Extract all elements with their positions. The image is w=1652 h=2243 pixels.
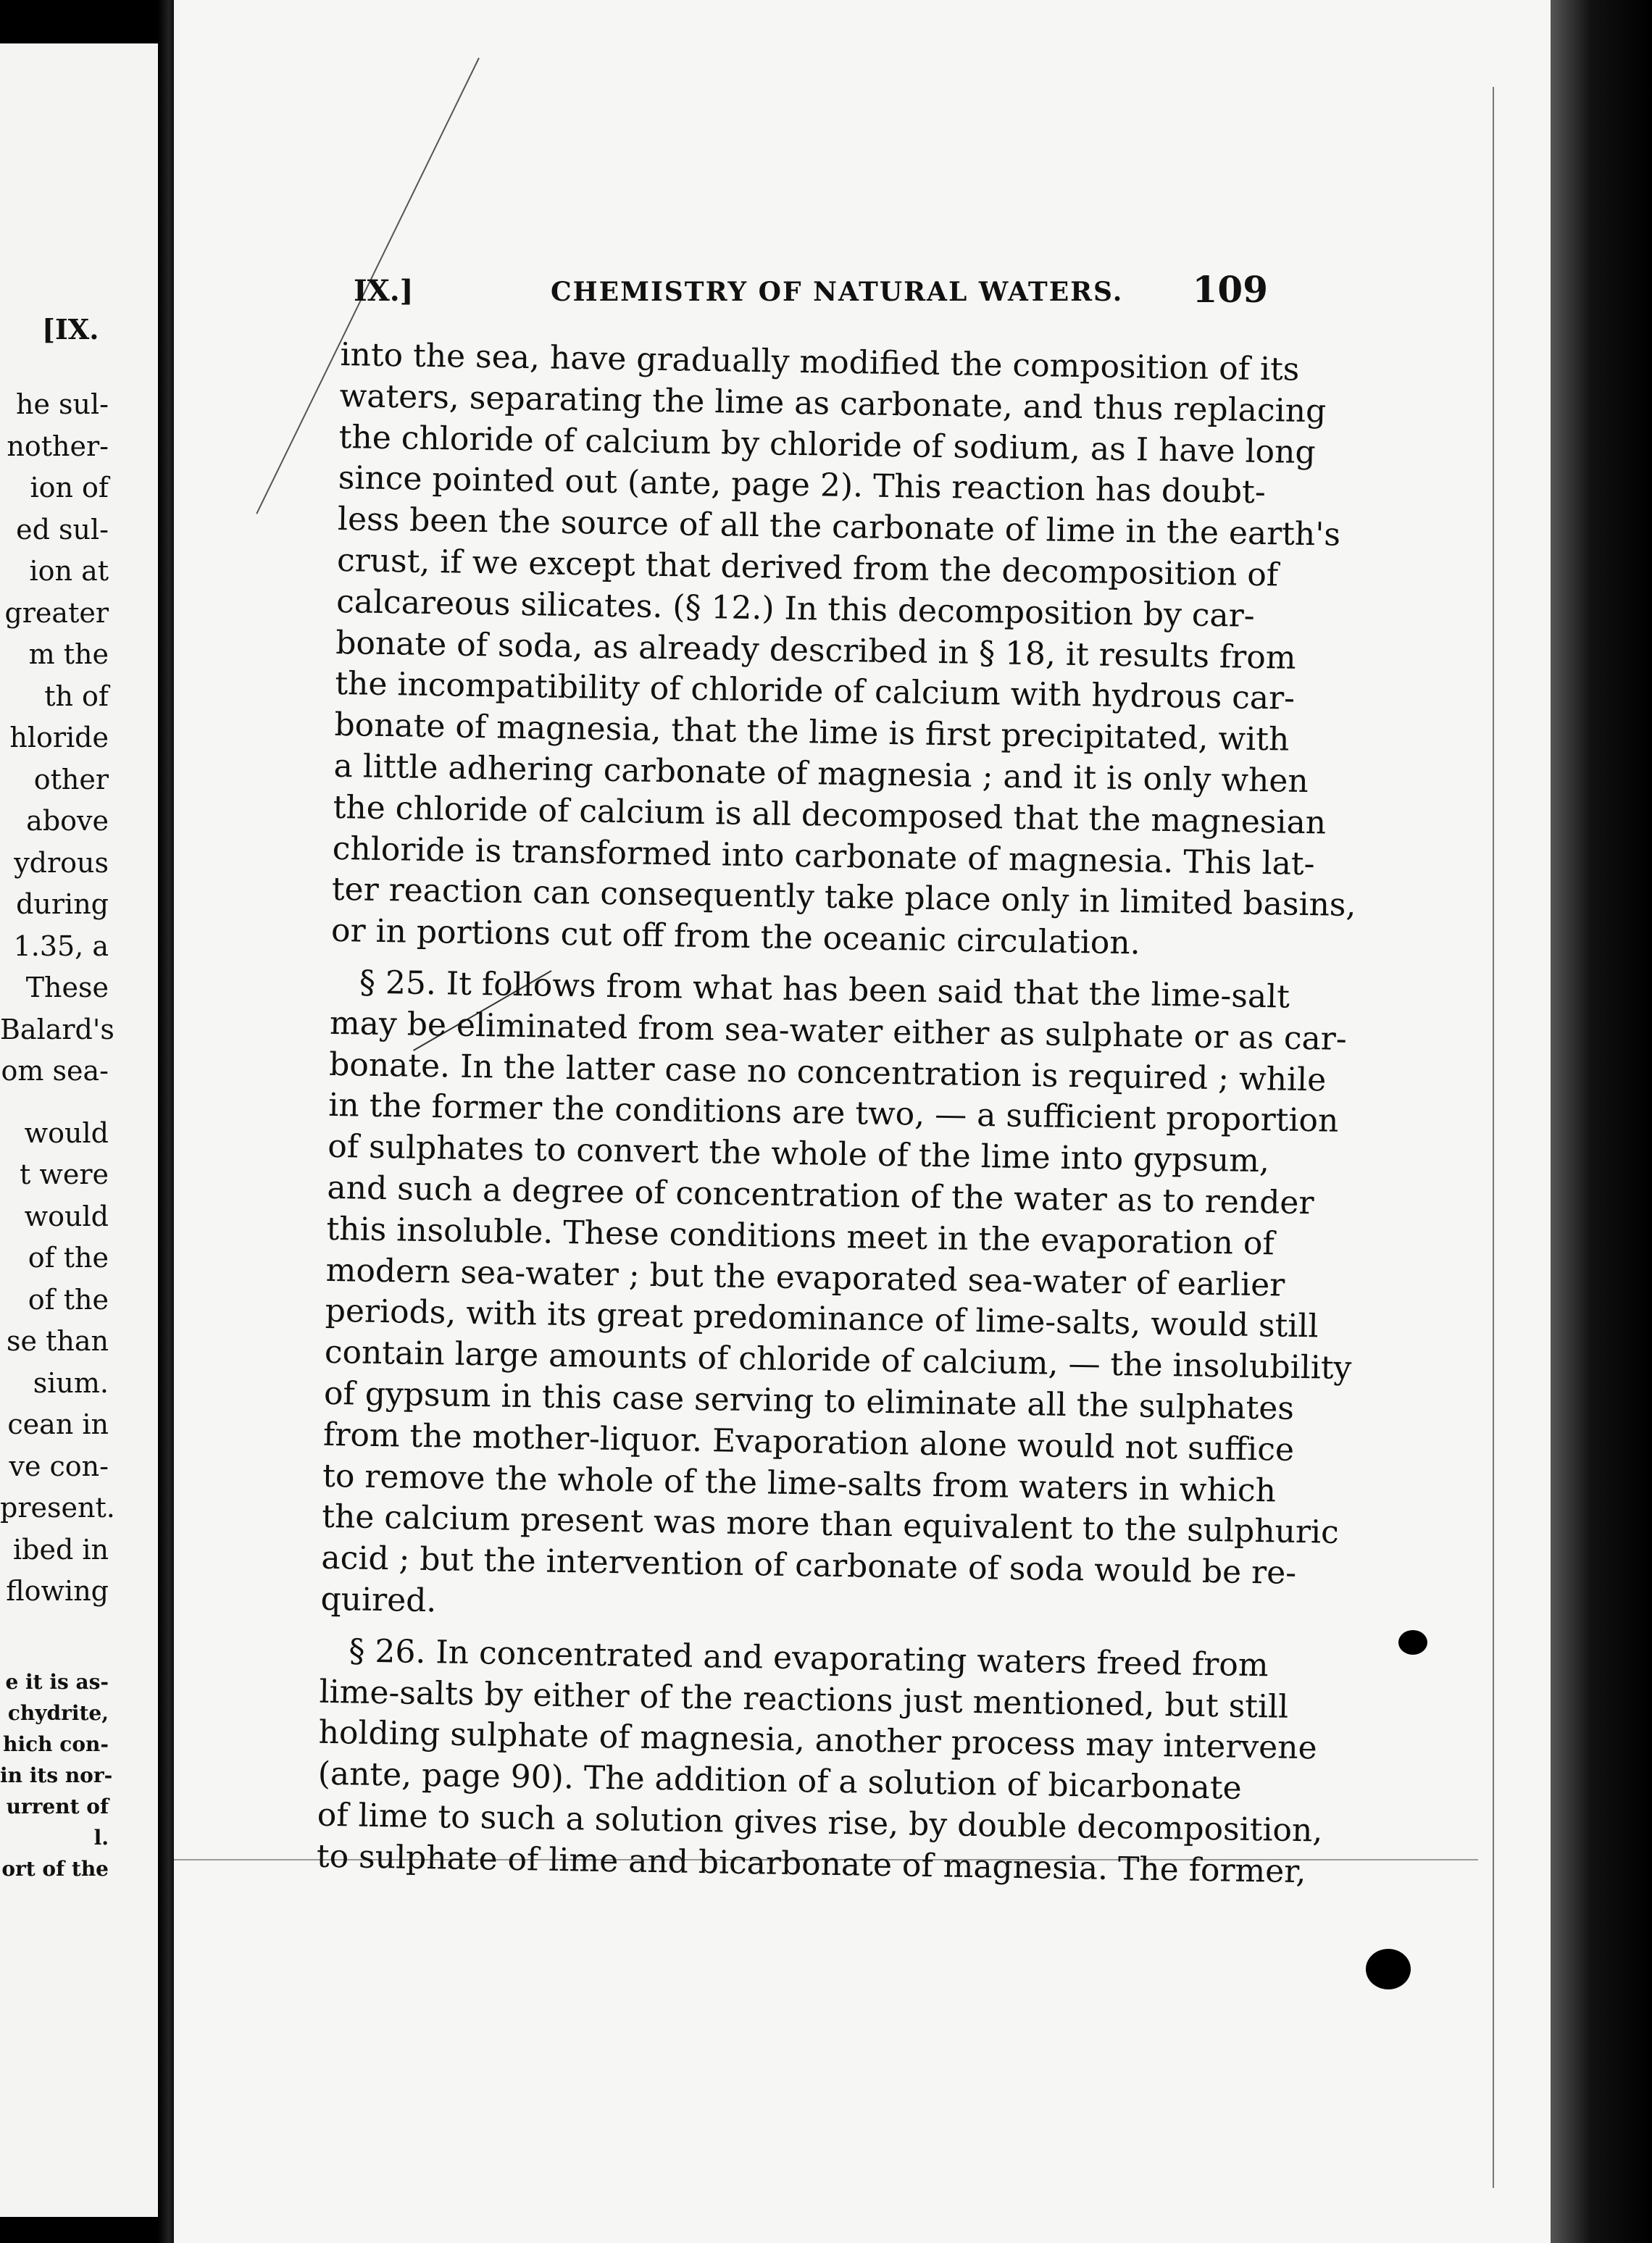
text-line: the calcium present was more than equivalent to the sulphuric — [321, 1498, 1340, 1552]
text-line: periods, with its great predominance of lime-salts, would still — [325, 1292, 1319, 1345]
left-footnote-line: urrent of — [6, 1795, 109, 1818]
left-text-line: above — [26, 805, 109, 837]
left-text-line: flowing — [6, 1575, 109, 1607]
text-line: lime-salts by either of the reactions just mentioned, but still — [319, 1673, 1289, 1726]
text-line: from the mother-liquor. Evaporation alone would not suffice — [322, 1416, 1295, 1469]
text-line: quired. — [320, 1580, 437, 1620]
text-line: calcareous silicates. (§ 12.) In this decomposition by car- — [335, 582, 1256, 635]
text-line: the chloride of calcium is all decomposed that the magnesian — [333, 788, 1327, 842]
text-line: into the sea, have gradually modified the composition of its — [340, 335, 1300, 388]
text-line: since pointed out (ante, page 2). This reaction has doubt- — [338, 459, 1267, 511]
text-line: modern sea-water ; but the evaporated sea-water of earlier — [325, 1251, 1285, 1304]
text-line: the chloride of calcium by chloride of sodium, as I have long — [338, 418, 1317, 471]
text-line: of lime to such a solution gives rise, by double decomposition, — [317, 1796, 1323, 1850]
left-text-line: se than — [7, 1325, 109, 1357]
left-page — [0, 43, 159, 2217]
ink-blot — [1366, 1949, 1411, 1989]
left-text-line: ed sul- — [16, 513, 109, 546]
page-edge-shadow — [1551, 0, 1652, 2243]
left-text-line: cean in — [7, 1408, 109, 1440]
left-footnote-line: e it is as- — [5, 1670, 109, 1694]
text-line: contain large amounts of chloride of calcium, — the insolubility — [324, 1333, 1352, 1387]
left-text-line: nother- — [7, 430, 109, 462]
left-text-line: ion at — [29, 555, 109, 587]
page-edge-line — [1493, 87, 1494, 2188]
left-text-line: would — [24, 1116, 109, 1149]
left-text-line: ydrous — [14, 846, 109, 879]
left-text-line: present. — [0, 1492, 115, 1524]
text-line: of sulphates to convert the whole of the lime into gypsum, — [327, 1128, 1270, 1180]
text-line: acid ; but the intervention of carbonate of soda would be re- — [321, 1539, 1297, 1592]
left-text-line: during — [16, 888, 109, 920]
left-text-line: om sea- — [1, 1055, 109, 1087]
left-footnote-line: hich con- — [3, 1732, 109, 1756]
left-running-head: [IX. — [42, 313, 99, 346]
left-text-line: m the — [28, 638, 109, 670]
text-line: ter reaction can consequently take place only in limited basins, — [331, 871, 1356, 924]
left-footnote-line: in its nor- — [0, 1763, 113, 1787]
text-line: to remove the whole of the lime-salts from waters in which — [322, 1457, 1277, 1509]
left-text-line: hloride — [9, 722, 109, 753]
left-text-line: th of — [44, 680, 109, 712]
running-head — [354, 268, 1268, 312]
text-line: waters, separating the lime as carbonate, and thus replacing — [339, 377, 1327, 430]
left-text-line: ve con- — [9, 1450, 109, 1482]
left-text-line: ion of — [30, 472, 109, 504]
left-text-line: of the — [28, 1283, 109, 1316]
left-text-line: he sul- — [15, 388, 109, 420]
page-title: CHEMISTRY OF NATURAL WATERS. — [551, 277, 1124, 307]
left-footnote-line: ort of the — [1, 1857, 109, 1881]
text-line: of gypsum in this case serving to eliminate all the sulphates — [323, 1374, 1295, 1427]
left-page-text — [0, 384, 115, 1613]
left-text-line: greater — [4, 596, 109, 629]
left-text-line: 1.35, a — [13, 930, 109, 962]
page-number: 109 — [1192, 268, 1268, 311]
chapter-label: IX.] — [354, 274, 414, 308]
left-page-footnote — [0, 1666, 113, 1884]
text-line: this insoluble. These conditions meet in the evaporation of — [326, 1210, 1275, 1263]
left-text-line: These — [25, 972, 109, 1003]
text-line: in the former the conditions are two, — a sufficient proportion — [328, 1087, 1339, 1140]
text-line: chloride is transformed into carbonate of magnesia. This lat- — [332, 830, 1315, 882]
text-line: bonate of magnesia, that the lime is first precipitated, with — [334, 706, 1290, 759]
text-line: holding sulphate of magnesia, another process may intervene — [318, 1714, 1317, 1767]
left-text-line: Balard's — [0, 1013, 114, 1045]
left-text-line: would — [24, 1200, 109, 1232]
text-line: and such a degree of concentration of the water as to render — [327, 1169, 1314, 1222]
text-line: bonate of soda, as already described in § 18, it results from — [335, 624, 1296, 677]
text-line: a little adhering carbonate of magnesia ; and it is only when — [333, 747, 1309, 801]
left-text-line: ibed in — [13, 1533, 109, 1566]
left-text-line: sium. — [33, 1366, 109, 1399]
ink-blot — [1398, 1630, 1427, 1655]
text-line: less been the source of all the carbonate of lime in the earth's — [337, 501, 1341, 554]
text-line: may be eliminated from sea-water either as sulphate or as car- — [329, 1004, 1348, 1058]
text-line: § 25. It follows from what has been said that the lime-salt — [359, 964, 1290, 1016]
left-footnote-line: chydrite, — [7, 1701, 109, 1725]
left-text-line: of the — [28, 1242, 109, 1274]
body-text — [316, 335, 1356, 1892]
text-line: bonate. In the latter case no concentration is required ; while — [328, 1045, 1327, 1099]
text-line: to sulphate of lime and bicarbonate of magnesia. The former, — [316, 1837, 1306, 1890]
left-text-line: other — [33, 763, 109, 795]
left-footnote-line: l. — [93, 1826, 109, 1850]
text-line: crust, if we except that derived from the decomposition of — [336, 541, 1279, 594]
text-line: the incompatibility of chloride of calcium with hydrous car- — [335, 665, 1296, 718]
text-line: (ante, page 90). The addition of a solution of bicarbonate — [317, 1755, 1242, 1807]
left-text-line — [0, 1093, 109, 1113]
left-text-line: t were — [19, 1158, 109, 1190]
text-line: or in portions cut off from the oceanic circulation. — [330, 912, 1141, 962]
text-line: § 26. In concentrated and evaporating waters freed from — [349, 1632, 1269, 1684]
